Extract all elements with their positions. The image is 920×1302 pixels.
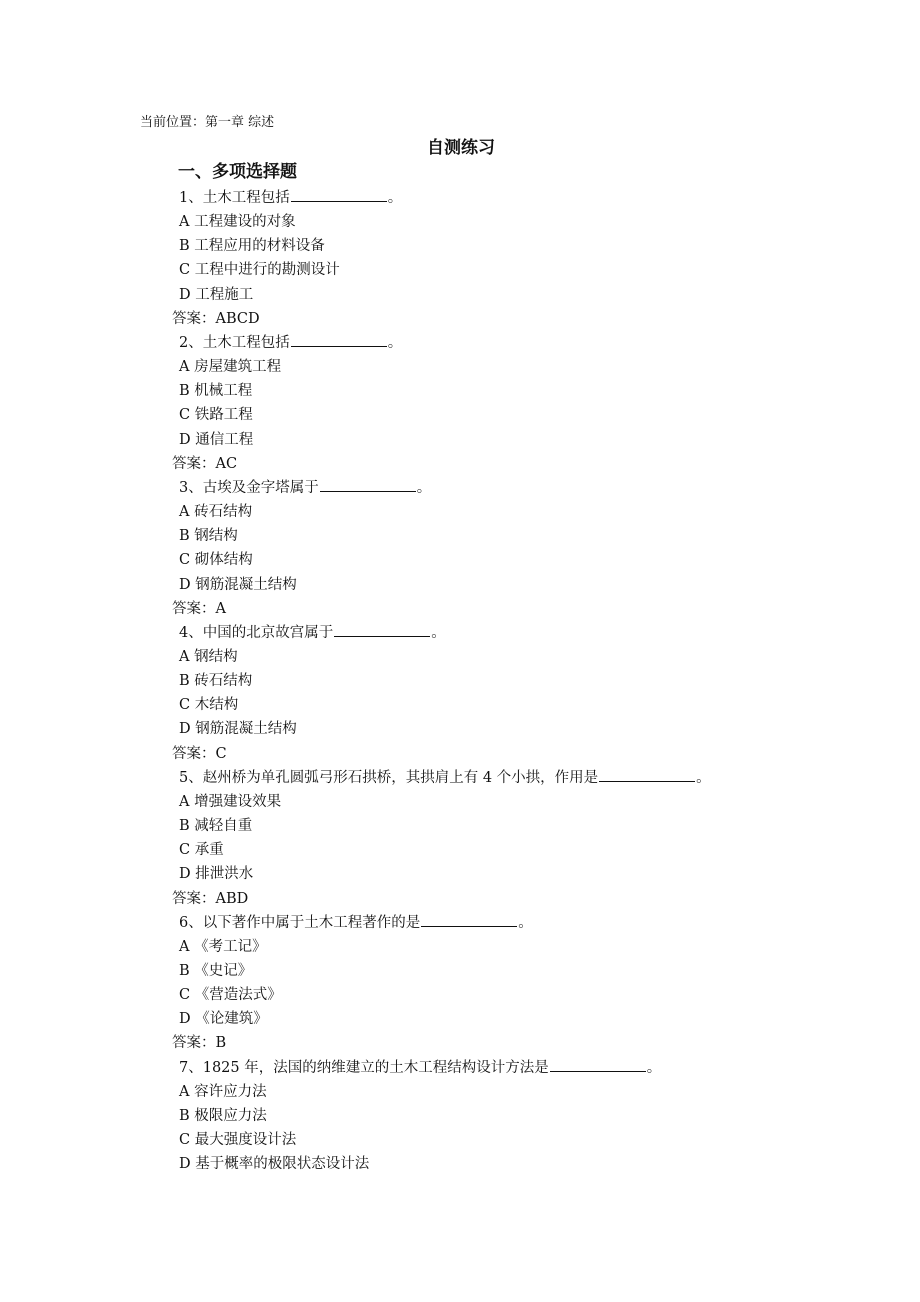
option-item: D 基于概率的极限状态设计法 — [179, 1156, 370, 1173]
option-item: A 《考工记》 — [179, 938, 267, 955]
question-stem — [172, 621, 872, 645]
option-item: C 承重 — [179, 842, 224, 859]
answer-blank — [291, 187, 387, 202]
question-stem — [172, 911, 872, 935]
option-item: C 工程中进行的勘测设计 — [179, 262, 340, 279]
question-text: 3、古埃及金字塔属于 — [179, 479, 319, 496]
option-item: B 减轻自重 — [179, 818, 253, 835]
answer-blank — [421, 912, 517, 927]
option-item: A 增强建设效果 — [179, 793, 282, 810]
option-item: A 工程建设的对象 — [179, 214, 296, 231]
answer-label: 答案： — [172, 745, 216, 762]
answer-label: 答案： — [172, 890, 216, 907]
answer-line — [172, 1031, 872, 1055]
question-end: 。 — [416, 479, 432, 496]
answer-line — [172, 742, 872, 766]
answer-line — [172, 307, 872, 331]
answer-line — [172, 887, 872, 911]
answer-blank — [599, 767, 695, 782]
question-stem — [172, 331, 872, 355]
answer-blank — [291, 332, 387, 347]
option-item: C 最大强度设计法 — [179, 1132, 297, 1149]
question-stem — [172, 476, 872, 500]
answer-value: ABCD — [215, 310, 260, 327]
section-heading: 一、多项选择题 — [178, 162, 297, 182]
answer-blank — [334, 622, 430, 637]
question-stem — [172, 186, 872, 210]
option-item: C 《营造法式》 — [179, 987, 282, 1004]
answer-blank — [550, 1057, 646, 1072]
option-item: C 铁路工程 — [179, 407, 253, 424]
question-text: 6、以下著作中属于土木工程著作的是 — [179, 914, 421, 931]
answer-line — [172, 597, 872, 621]
page-title — [0, 137, 920, 159]
question-end: 。 — [696, 769, 711, 786]
option-item: C 木结构 — [179, 697, 239, 714]
option-item: B 工程应用的材料设备 — [179, 238, 325, 255]
option-item: D 钢筋混凝土结构 — [179, 576, 297, 593]
question-stem — [172, 1056, 872, 1080]
question-text: 1、土木工程包括 — [179, 190, 290, 206]
option-item: B 钢结构 — [179, 528, 238, 545]
question-text: 4、中国的北京故宫属于 — [179, 624, 334, 641]
option-item: D 《论建筑》 — [179, 1011, 268, 1028]
question-list — [172, 186, 872, 1176]
option-item: D 排泄洪水 — [179, 866, 254, 883]
question-end: 。 — [518, 914, 533, 931]
answer-value: C — [215, 745, 227, 762]
question-end: 。 — [387, 334, 403, 351]
answer-line — [172, 452, 872, 476]
question-text: 2、土木工程包括 — [179, 334, 290, 351]
option-item: A 房屋建筑工程 — [179, 359, 282, 376]
answer-label: 答案： — [172, 455, 216, 472]
page-title-text: 自测练习 — [427, 138, 495, 158]
answer-label: 答案： — [172, 310, 216, 327]
answer-blank — [320, 477, 416, 492]
option-item: A 钢结构 — [179, 648, 238, 665]
option-item: B 机械工程 — [179, 383, 253, 400]
answer-label: 答案： — [172, 600, 216, 617]
question-end: 。 — [646, 1059, 662, 1076]
question-end: 。 — [387, 190, 403, 206]
option-item: A 容许应力法 — [179, 1083, 267, 1100]
option-item: B 砖石结构 — [179, 673, 253, 690]
question-text: 5、赵州桥为单孔圆弧弓形石拱桥，其拱肩上有 4 个小拱，作用是 — [179, 769, 599, 786]
answer-value: ABD — [215, 890, 249, 907]
breadcrumb: 当前位置：第一章 综述 — [140, 115, 275, 130]
option-item: C 砌体结构 — [179, 552, 253, 569]
question-text: 7、1825 年，法国的纳维建立的土木工程结构设计方法是 — [179, 1059, 549, 1076]
option-item: D 钢筋混凝土结构 — [179, 721, 297, 738]
option-item: B 极限应力法 — [179, 1107, 267, 1124]
option-item: D 工程施工 — [179, 286, 254, 303]
question-end: 。 — [431, 624, 446, 641]
option-item: A 砖石结构 — [179, 504, 253, 521]
question-stem — [172, 766, 872, 790]
answer-label: 答案： — [172, 1035, 216, 1052]
answer-value: A — [215, 600, 226, 617]
option-item: D 通信工程 — [179, 431, 254, 448]
answer-value: AC — [215, 455, 238, 472]
answer-value: B — [215, 1035, 227, 1052]
option-item: B 《史记》 — [179, 963, 253, 979]
